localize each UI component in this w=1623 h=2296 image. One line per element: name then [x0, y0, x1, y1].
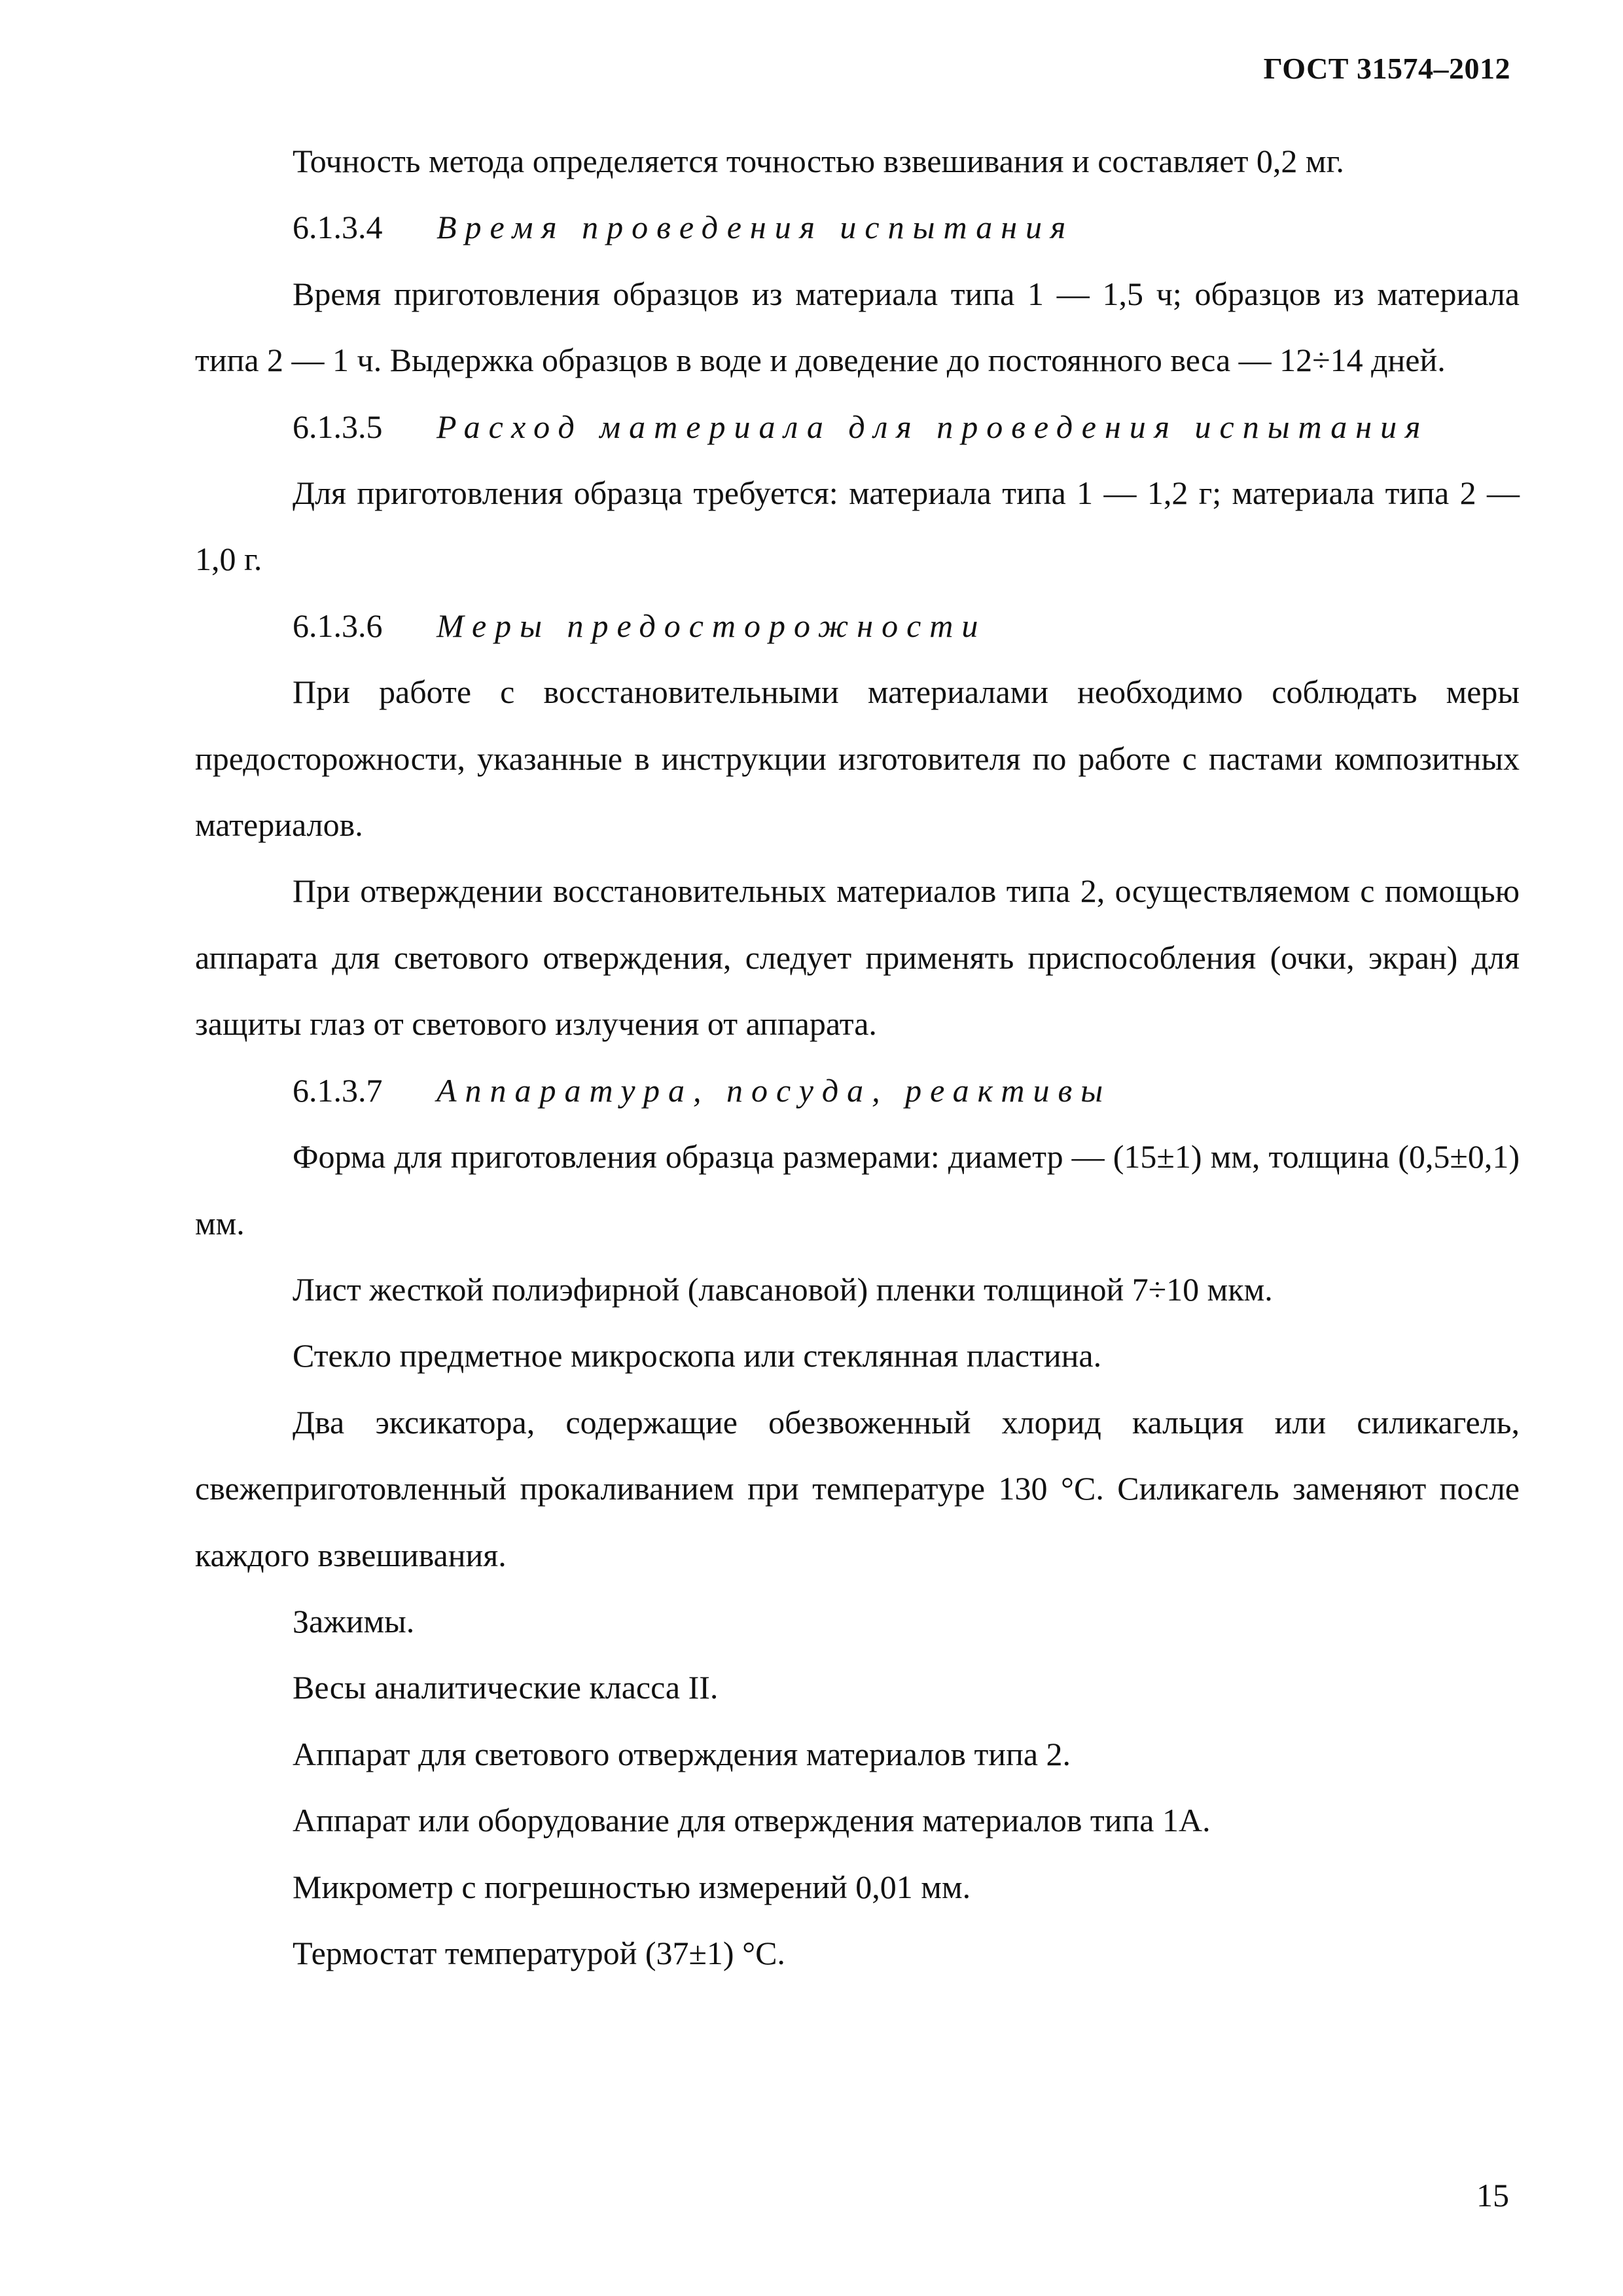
- equipment-item: Стекло предметное микроскопа или стеклянная пластина.: [293, 1337, 1102, 1374]
- section-number: 6.1.3.5: [293, 408, 383, 445]
- section-title: Меры предосторожности: [437, 607, 987, 644]
- section-title: Аппаратура, посуда, реактивы: [437, 1071, 1112, 1109]
- document-code-header: ГОСТ 31574–2012: [1263, 52, 1510, 85]
- equipment-item: Зажимы.: [293, 1602, 415, 1640]
- equipment-item: Аппарат для светового отверждения материалов типа 2.: [293, 1735, 1071, 1772]
- page-number: 15: [1476, 2177, 1509, 2214]
- equipment-item: Весы аналитические класса II.: [293, 1669, 719, 1706]
- section-number: 6.1.3.4: [293, 209, 383, 246]
- section-heading-6-1-3-5: [195, 394, 1520, 460]
- section-number: 6.1.3.6: [293, 607, 383, 644]
- section-heading-6-1-3-6: [195, 593, 1520, 659]
- equipment-item: Аппарат или оборудование для отверждения материалов типа 1А.: [293, 1802, 1211, 1839]
- section-heading-6-1-3-7: [195, 1058, 1520, 1124]
- paragraph-accuracy: Точность метода определяется точностью взвешивания и составляет 0,2 мг.: [293, 143, 1344, 179]
- paragraph-test-time: Время приготовления образцов из материала типа 1 — 1,5 ч; образцов из материала типа 2 — 1 ч. Выдержка образцов в воде и доведение до постоянного веса — 12÷14 дней.: [195, 275, 1520, 379]
- equipment-item: Микрометр с погрешностью измерений 0,01 мм.: [293, 1868, 971, 1905]
- equipment-item: Два эксикатора, содержащие обезвоженный хлорид кальция или силикагель, свежеприготовленный прокаливанием при температуре 130 °С. Силикагель заменяют после каждого взвешивания.: [195, 1403, 1520, 1573]
- section-title: Время проведения испытания: [437, 209, 1075, 246]
- section-heading-6-1-3-4: [195, 194, 1520, 260]
- equipment-item: Форма для приготовления образца размерами: диаметр — (15±1) мм, толщина (0,5±0,1) мм.: [195, 1138, 1520, 1242]
- equipment-item: Лист жесткой полиэфирной (лавсановой) пленки толщиной 7÷10 мкм.: [293, 1270, 1273, 1308]
- section-number: 6.1.3.7: [293, 1071, 383, 1109]
- equipment-item: Термостат температурой (37±1) °С.: [293, 1934, 785, 1971]
- document-body: [195, 128, 1520, 1986]
- paragraph-precautions-2: При отверждении восстановительных материалов типа 2, осуществляемом с помощью аппарата для светового отверждения, следует применять приспособления (очки, экран) для защиты глаз от светового излучения от аппарата.: [195, 872, 1520, 1043]
- paragraph-precautions-1: При работе с восстановительными материалами необходимо соблюдать меры предосторожности, указанные в инструкции изготовителя по работе с пастами композитных материалов.: [195, 673, 1520, 844]
- paragraph-material-consumption: Для приготовления образца требуется: материала типа 1 — 1,2 г; материала типа 2 — 1,0 г.: [195, 475, 1520, 578]
- section-title: Расход материала для проведения испытания: [437, 408, 1429, 445]
